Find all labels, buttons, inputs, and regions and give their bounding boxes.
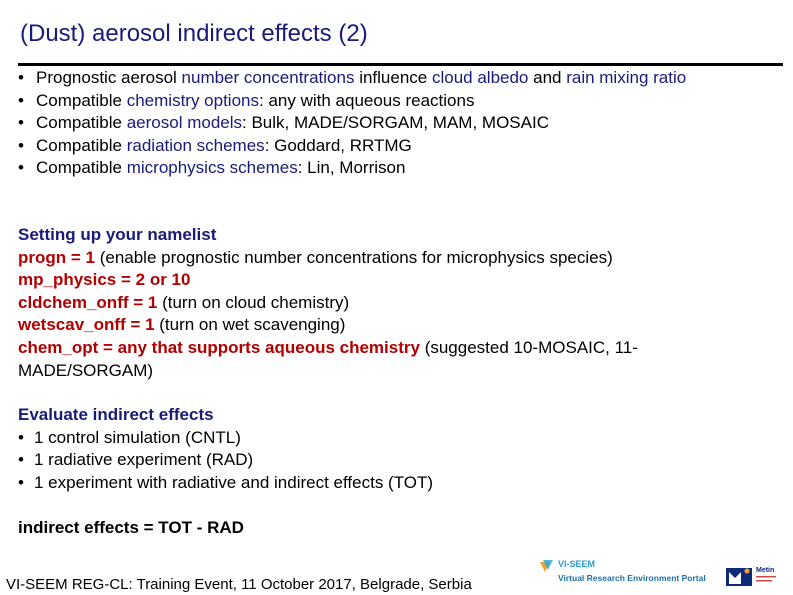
- bullet-highlight: cloud albedo: [431, 68, 529, 87]
- logo-metin-text: Metin: [756, 567, 775, 574]
- namelist-line: [18, 337, 758, 382]
- bullet-item: [18, 157, 758, 180]
- bullet-text: : any with aqueous reactions: [259, 90, 475, 110]
- vi-seem-logo: [536, 556, 722, 588]
- bullet-item: [18, 112, 758, 135]
- bullet-highlight: aerosol models: [126, 113, 242, 133]
- bullet-text: : Lin, Morrison: [297, 158, 406, 178]
- evaluate-list: [18, 427, 758, 495]
- bullet-item: [18, 90, 758, 113]
- namelist-key: progn = 1: [18, 247, 95, 267]
- slide-title: (Dust) aerosol indirect effects (2): [20, 20, 368, 47]
- bullet-highlight: microphysics schemes: [126, 158, 298, 178]
- bullet-text: : Goddard, RRTMG: [264, 135, 412, 155]
- title-rule: [18, 63, 783, 66]
- metin-logo: [726, 560, 784, 588]
- footer-text: VI-SEEM REG-CL: Training Event, 11 October 2017, Belgrade, Serbia: [6, 576, 472, 593]
- logo-vi-seem-bottom: Virtual Research Environment Portal: [558, 573, 706, 583]
- logo-vi-seem-top: VI-SEEM: [558, 559, 596, 569]
- bullet-text: Prognostic aerosol: [36, 68, 182, 87]
- bullet-text: and: [528, 68, 567, 87]
- namelist-line: [18, 314, 758, 337]
- bullet-text: Compatible: [36, 113, 127, 133]
- bullet-text: Compatible: [36, 158, 127, 178]
- bullet-text: influence: [354, 68, 432, 87]
- evaluate-heading: Evaluate indirect effects: [18, 405, 214, 424]
- bullet-text: Compatible: [36, 90, 127, 110]
- bullet-text: Compatible: [36, 135, 127, 155]
- namelist-key: cldchem_onff = 1: [18, 292, 158, 312]
- namelist-heading: Setting up your namelist: [18, 225, 217, 244]
- list-item: • 1 control simulation (CNTL): [18, 427, 758, 450]
- namelist-key: mp_physics = 2 or 10: [18, 270, 191, 290]
- bullet-text: : Bulk, MADE/SORGAM, MAM, MOSAIC: [242, 113, 549, 133]
- namelist-line: [18, 269, 758, 292]
- bullet-highlight: chemistry options: [126, 90, 259, 110]
- formula: indirect effects = TOT - RAD: [18, 518, 244, 537]
- namelist-key: chem_opt = any that supports aqueous chemistry: [18, 337, 420, 357]
- namelist-section: [18, 224, 758, 382]
- namelist-note: (suggested 10-MOSAIC, 11-MADE/SORGAM): [18, 337, 638, 380]
- bullet-highlight: rain mixing ratio: [566, 68, 687, 87]
- namelist-key: wetscav_onff = 1: [18, 315, 155, 335]
- namelist-note: (turn on wet scavenging): [154, 315, 346, 335]
- bullet-highlight: number concentrations: [181, 68, 355, 87]
- intro-bullets: [18, 67, 758, 180]
- bullet-item: [18, 67, 758, 90]
- list-item: • 1 experiment with radiative and indirect effects (TOT): [18, 472, 758, 495]
- namelist-line: [18, 292, 758, 315]
- bullet-item: [18, 135, 758, 158]
- namelist-note: (enable prognostic number concentrations for microphysics species): [94, 247, 613, 267]
- namelist-line: [18, 247, 758, 270]
- evaluate-section: [18, 404, 758, 494]
- namelist-note: (turn on cloud chemistry): [157, 292, 350, 312]
- bullet-highlight: radiation schemes: [126, 135, 265, 155]
- list-item: • 1 radiative experiment (RAD): [18, 449, 758, 472]
